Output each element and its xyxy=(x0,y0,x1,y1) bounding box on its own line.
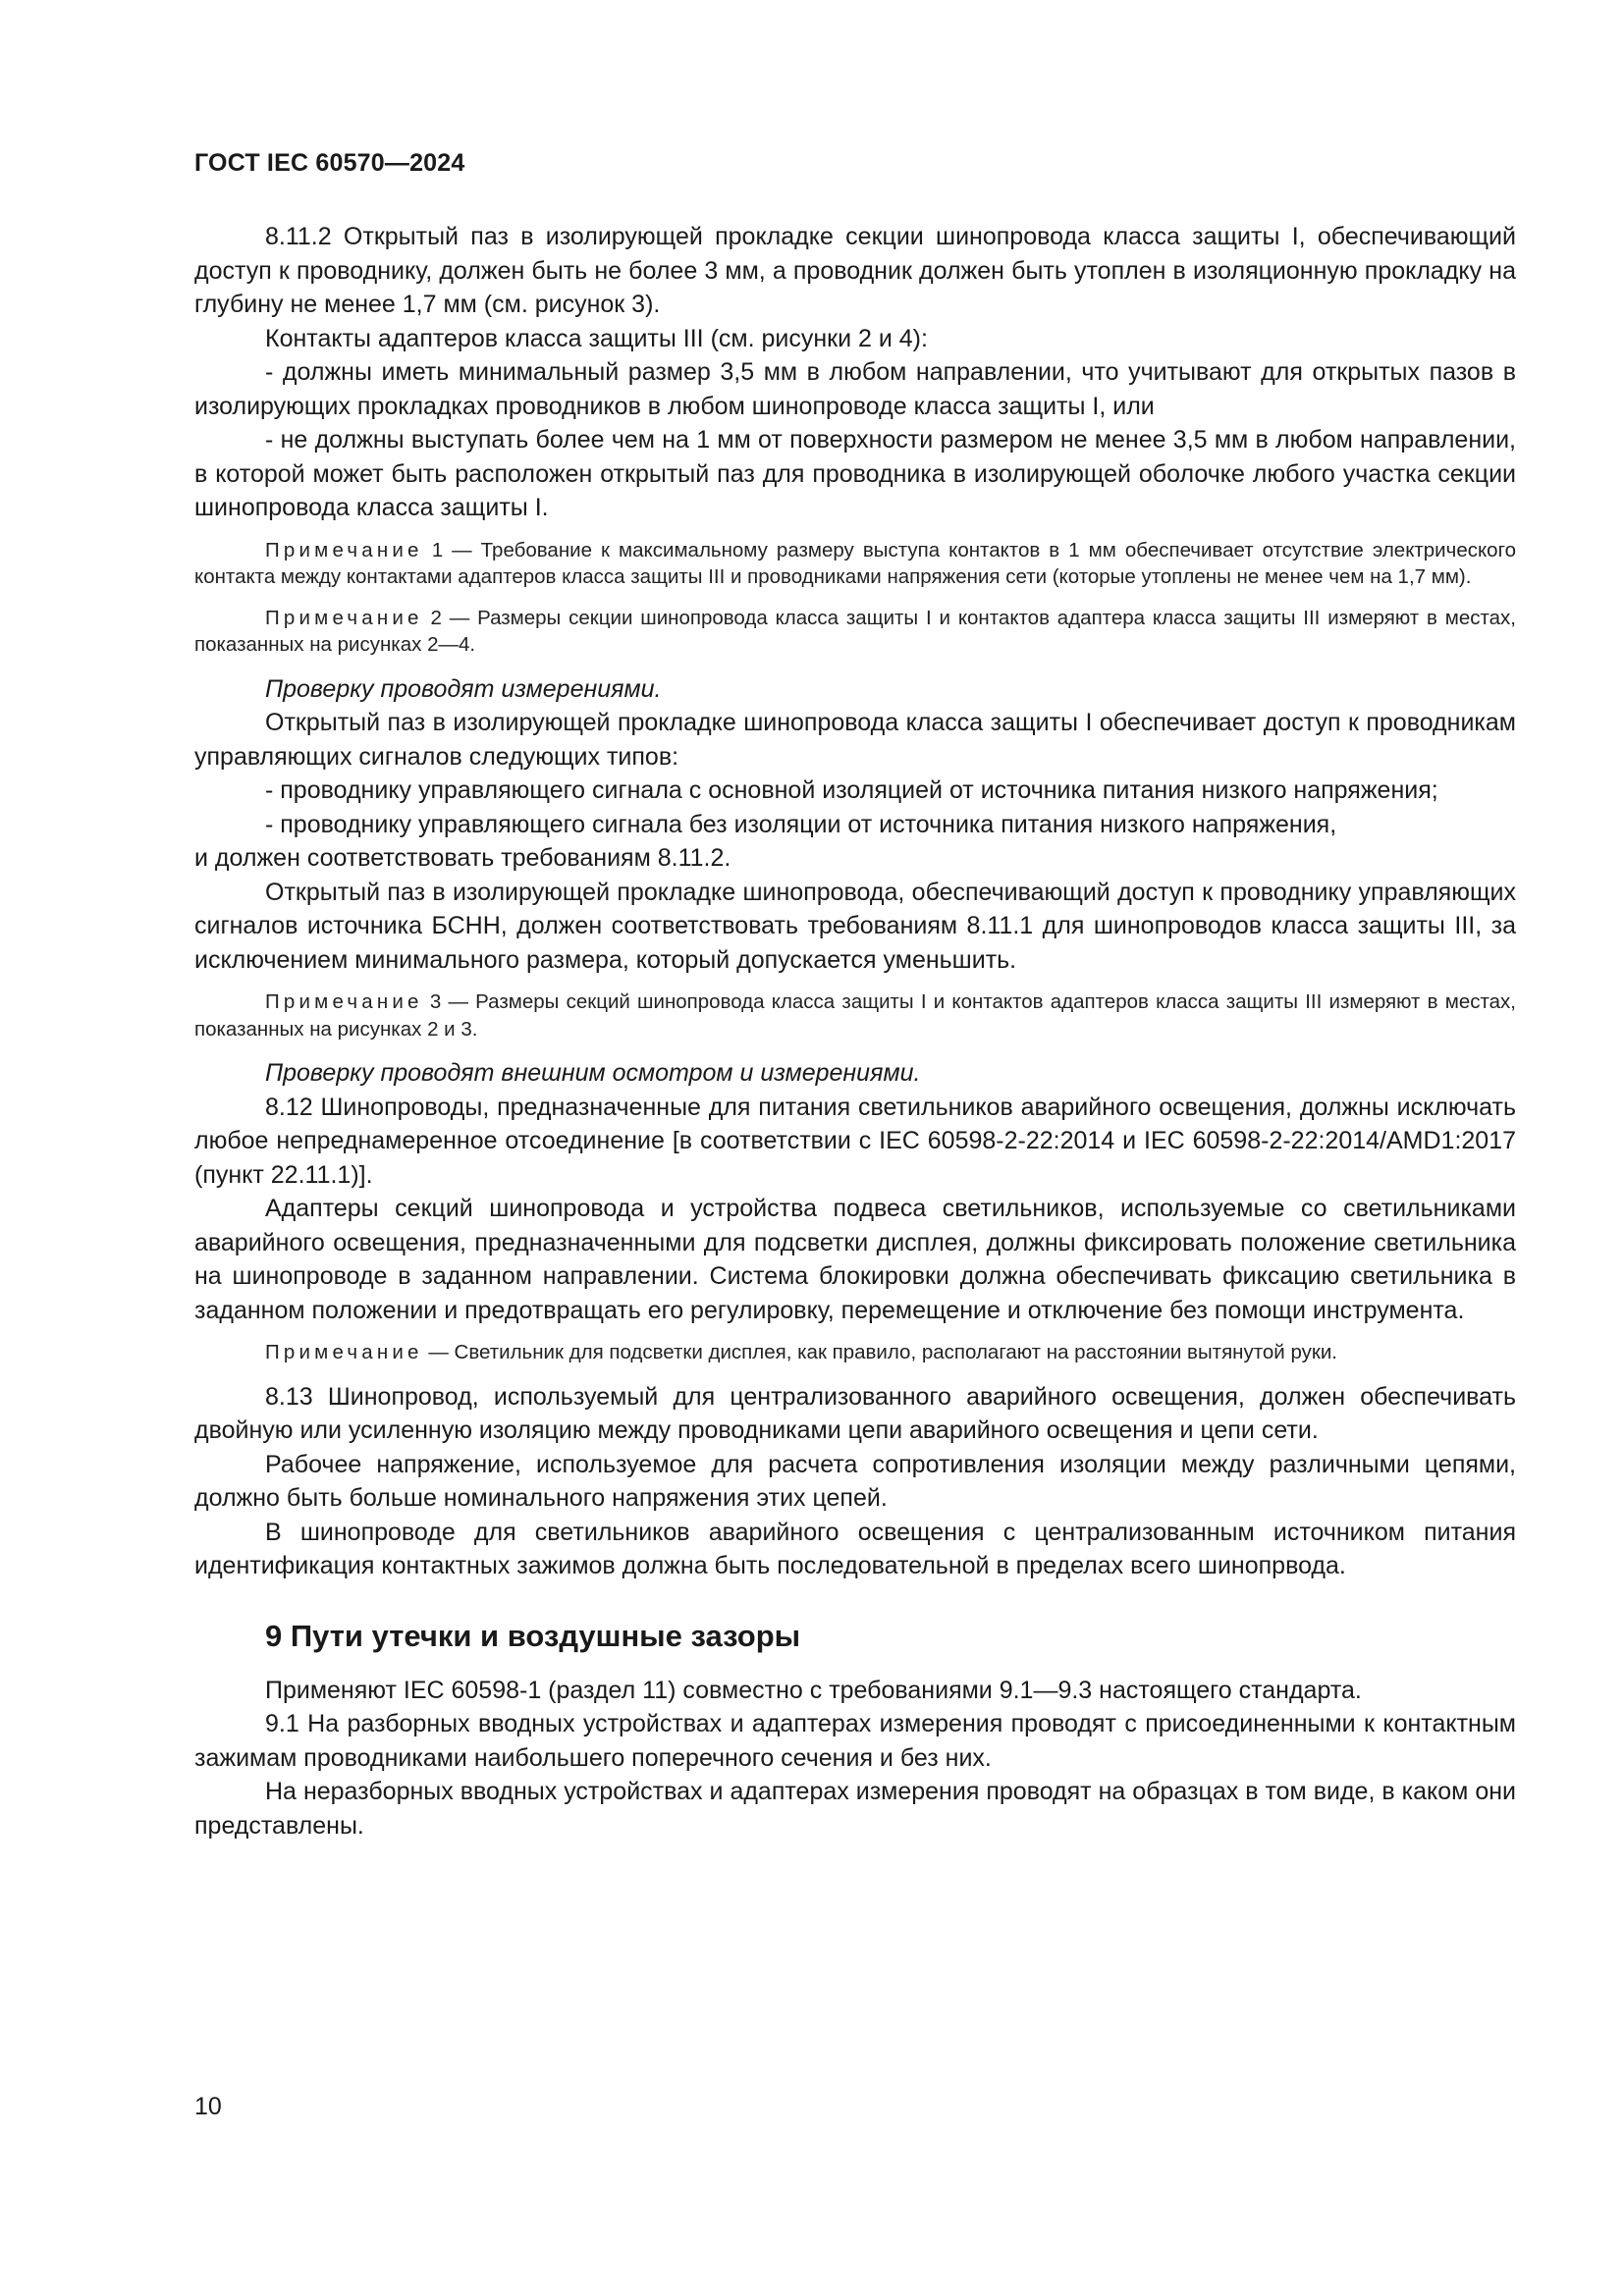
paragraph: Открытый паз в изолирующей прокладке шинопровода, обеспечивающий доступ к проводнику управляющих сигналов источника БСНН, должен соответствовать требованиям 8.11.1 для шинопроводов класса защиты III, за исключением минимального размера, который допускается уменьшить. xyxy=(194,878,1516,974)
check-statement: Проверку проводят внешним осмотром и измерениями. xyxy=(265,1059,921,1087)
note-2 xyxy=(194,605,1516,659)
note-3 xyxy=(194,988,1516,1042)
paragraph: 8.11.2 Открытый паз в изолирующей прокладке секции шинопровода класса защиты I, обеспечивающий доступ к проводнику, должен быть не более 3 мм, а проводник должен быть утоплен в изоляционную прокладку на глубину не менее 1,7 мм (см. рисунок 3). xyxy=(194,223,1516,318)
paragraph: 9.1 На разборных вводных устройствах и адаптерах измерения проводят с присоединенными к контактным зажимам проводниками наибольшего поперечного сечения и без них. xyxy=(194,1710,1516,1772)
list-item: - проводнику управляющего сигнала с основной изоляцией от источника питания низкого напряжения; xyxy=(265,776,1438,804)
list-item: - должны иметь минимальный размер 3,5 мм в любом направлении, что учитывают для открытых пазов в изолирующих прокладках проводников в любом шинопроводе класса защиты I, или xyxy=(194,358,1516,420)
check-statement: Проверку проводят измерениями. xyxy=(265,674,662,703)
paragraph: 8.12 Шинопроводы, предназначенные для питания светильников аварийного освещения, должны исключать любое непреднамеренное отсоединение [в соответствии с IEC 60598-2-22:2014 и IEC 60598-2-22:2014/AMD1:2017 (пункт 22.11.1)]. xyxy=(194,1093,1516,1189)
paragraph: и должен соответствовать требованиям 8.11.2. xyxy=(194,844,731,872)
paragraph: Применяют IEC 60598-1 (раздел 11) совместно с требованиями 9.1—9.3 настоящего стандарта. xyxy=(265,1676,1362,1704)
note-text: 3 — Размеры секций шинопровода класса защиты I и контактов адаптеров класса защиты III измеряют в местах, показанных на рисунках 2 и 3. xyxy=(194,990,1516,1041)
list-item: - не должны выступать более чем на 1 мм от поверхности размером не менее 3,5 мм в любом направлении, в которой может быть расположен открытый паз для проводника в изолирующей оболочке любого участка секции шинопровода класса защиты I. xyxy=(194,426,1516,521)
document-header: ГОСТ IEC 60570—2024 xyxy=(194,149,465,177)
note-text: — Светильник для подсветки дисплея, как правило, располагают на расстоянии вытянутой руки. xyxy=(422,1341,1337,1363)
note-label: Примечание xyxy=(265,1341,423,1363)
page-number: 10 xyxy=(194,2093,222,2120)
paragraph: В шинопроводе для светильников аварийного освещения с централизованным источником питания идентификация контактных зажимов должна быть последовательной в пределах всего шинопрвода. xyxy=(194,1518,1516,1579)
note-label: Примечание xyxy=(265,606,423,629)
paragraph: Адаптеры секций шинопровода и устройства подвеса светильников, используемые со светильниками аварийного освещения, предназначенными для подсветки дисплея, должны фиксировать положение светильника на шинопроводе в заданном направлении. Система блокировки должна обеспечивать фиксацию светильника в заданном положении и предотвращать его регулировку, перемещение и отключение без помощи инструмента. xyxy=(194,1195,1516,1324)
document-body xyxy=(194,220,1516,1842)
note-4 xyxy=(194,1339,1516,1366)
note-label: Примечание xyxy=(265,538,423,561)
paragraph: Контакты адаптеров класса защиты III (см. рисунки 2 и 4): xyxy=(265,324,928,352)
section-heading: 9 Пути утечки и воздушные зазоры xyxy=(265,1618,801,1653)
paragraph: Открытый паз в изолирующей прокладке шинопровода класса защиты I обеспечивает доступ к проводникам управляющих сигналов следующих типов: xyxy=(194,709,1516,771)
paragraph: 8.13 Шинопровод, используемый для централизованного аварийного освещения, должен обеспечивать двойную или усиленную изоляцию между проводниками цепи аварийного освещения и цепи сети. xyxy=(194,1382,1516,1444)
paragraph: Рабочее напряжение, используемое для расчета сопротивления изоляции между различными цепями, должно быть больше номинального напряжения этих цепей. xyxy=(194,1450,1516,1512)
note-text: 2 — Размеры секции шинопровода класса защиты I и контактов адаптера класса защиты III измеряют в местах, показанных на рисунках 2—4. xyxy=(194,606,1516,656)
list-item: - проводнику управляющего сигнала без изоляции от источника питания низкого напряжения, xyxy=(265,810,1337,838)
note-1 xyxy=(194,537,1516,591)
note-label: Примечание xyxy=(265,990,423,1013)
note-text: 1 — Требование к максимальному размеру выступа контактов в 1 мм обеспечивает отсутствие электрического контакта между контактами адаптеров класса защиты III и проводниками напряжения сети (которые утоплены не менее чем на 1,7 мм). xyxy=(194,538,1516,588)
paragraph: На неразборных вводных устройствах и адаптерах измерения проводят на образцах в том виде, в каком они представлены. xyxy=(194,1778,1516,1840)
